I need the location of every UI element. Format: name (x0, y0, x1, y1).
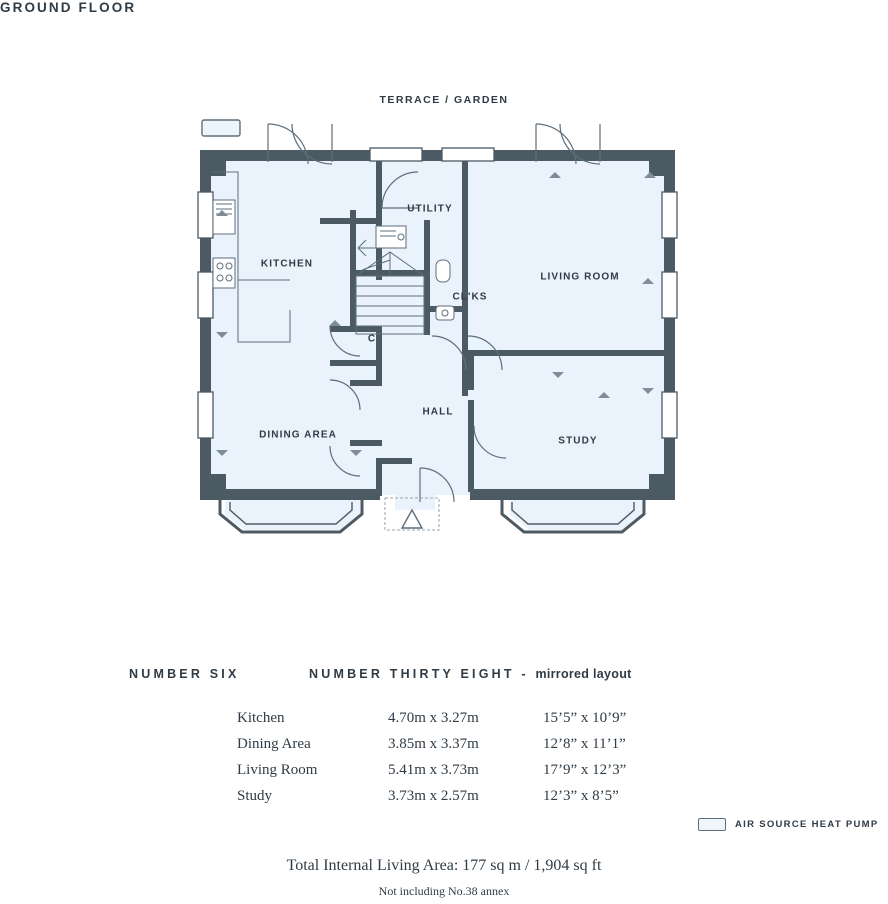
room-label-living-room: LIVING ROOM (540, 271, 620, 283)
heat-pump-legend (698, 818, 879, 831)
room-imperial: 12’8” x 11’1” (543, 736, 626, 752)
terrace-garden-label: TERRACE / GARDEN (379, 94, 509, 106)
air-source-heat-pump-unit (202, 120, 240, 136)
room-label-hall: HALL (422, 406, 454, 418)
heat-pump-label: AIR SOURCE HEAT PUMP (735, 819, 879, 830)
room-name: Living Room (237, 762, 318, 778)
legend-heading-main: NUMBER THIRTY EIGHT - (309, 667, 529, 681)
room-schedule-table (237, 710, 693, 814)
total-internal-area: Total Internal Living Area: 177 sq m / 1,904 sq ft (286, 857, 602, 874)
room-metric: 3.85m x 3.37m (388, 736, 479, 752)
room-name: Kitchen (237, 710, 285, 726)
room-name: Dining Area (237, 736, 311, 752)
room-label-utility: UTILITY (407, 203, 453, 215)
room-label-study: STUDY (558, 435, 598, 447)
area-footnote: Not including No.38 annex (378, 884, 510, 898)
room-name: Study (237, 788, 273, 804)
room-label-cloaks: CL'KS (452, 291, 488, 303)
room-metric: 5.41m x 3.73m (388, 762, 479, 778)
floorplan-drawing (180, 110, 700, 550)
room-imperial: 17’9” x 12’3” (543, 762, 627, 778)
room-imperial: 15’5” x 10’9” (543, 710, 627, 726)
room-metric: 3.73m x 2.57m (388, 788, 479, 804)
room-label-kitchen: KITCHEN (260, 258, 314, 270)
heat-pump-swatch-icon (698, 818, 726, 831)
room-imperial: 12’3” x 8’5” (543, 788, 619, 804)
table-row (237, 736, 693, 762)
room-label-cupboard: C (367, 333, 377, 345)
porch-step (402, 510, 422, 528)
room-metric: 4.70m x 3.27m (388, 710, 479, 726)
legend-heading-number-thirty-eight (309, 667, 632, 681)
page-title: GROUND FLOOR (0, 0, 137, 15)
table-row (237, 710, 693, 736)
legend-heading-sub: mirrored layout (535, 667, 632, 681)
table-row (237, 788, 693, 814)
legend-heading-number-six: NUMBER SIX (129, 667, 240, 681)
room-label-dining-area: DINING AREA (259, 429, 337, 441)
table-row (237, 762, 693, 788)
